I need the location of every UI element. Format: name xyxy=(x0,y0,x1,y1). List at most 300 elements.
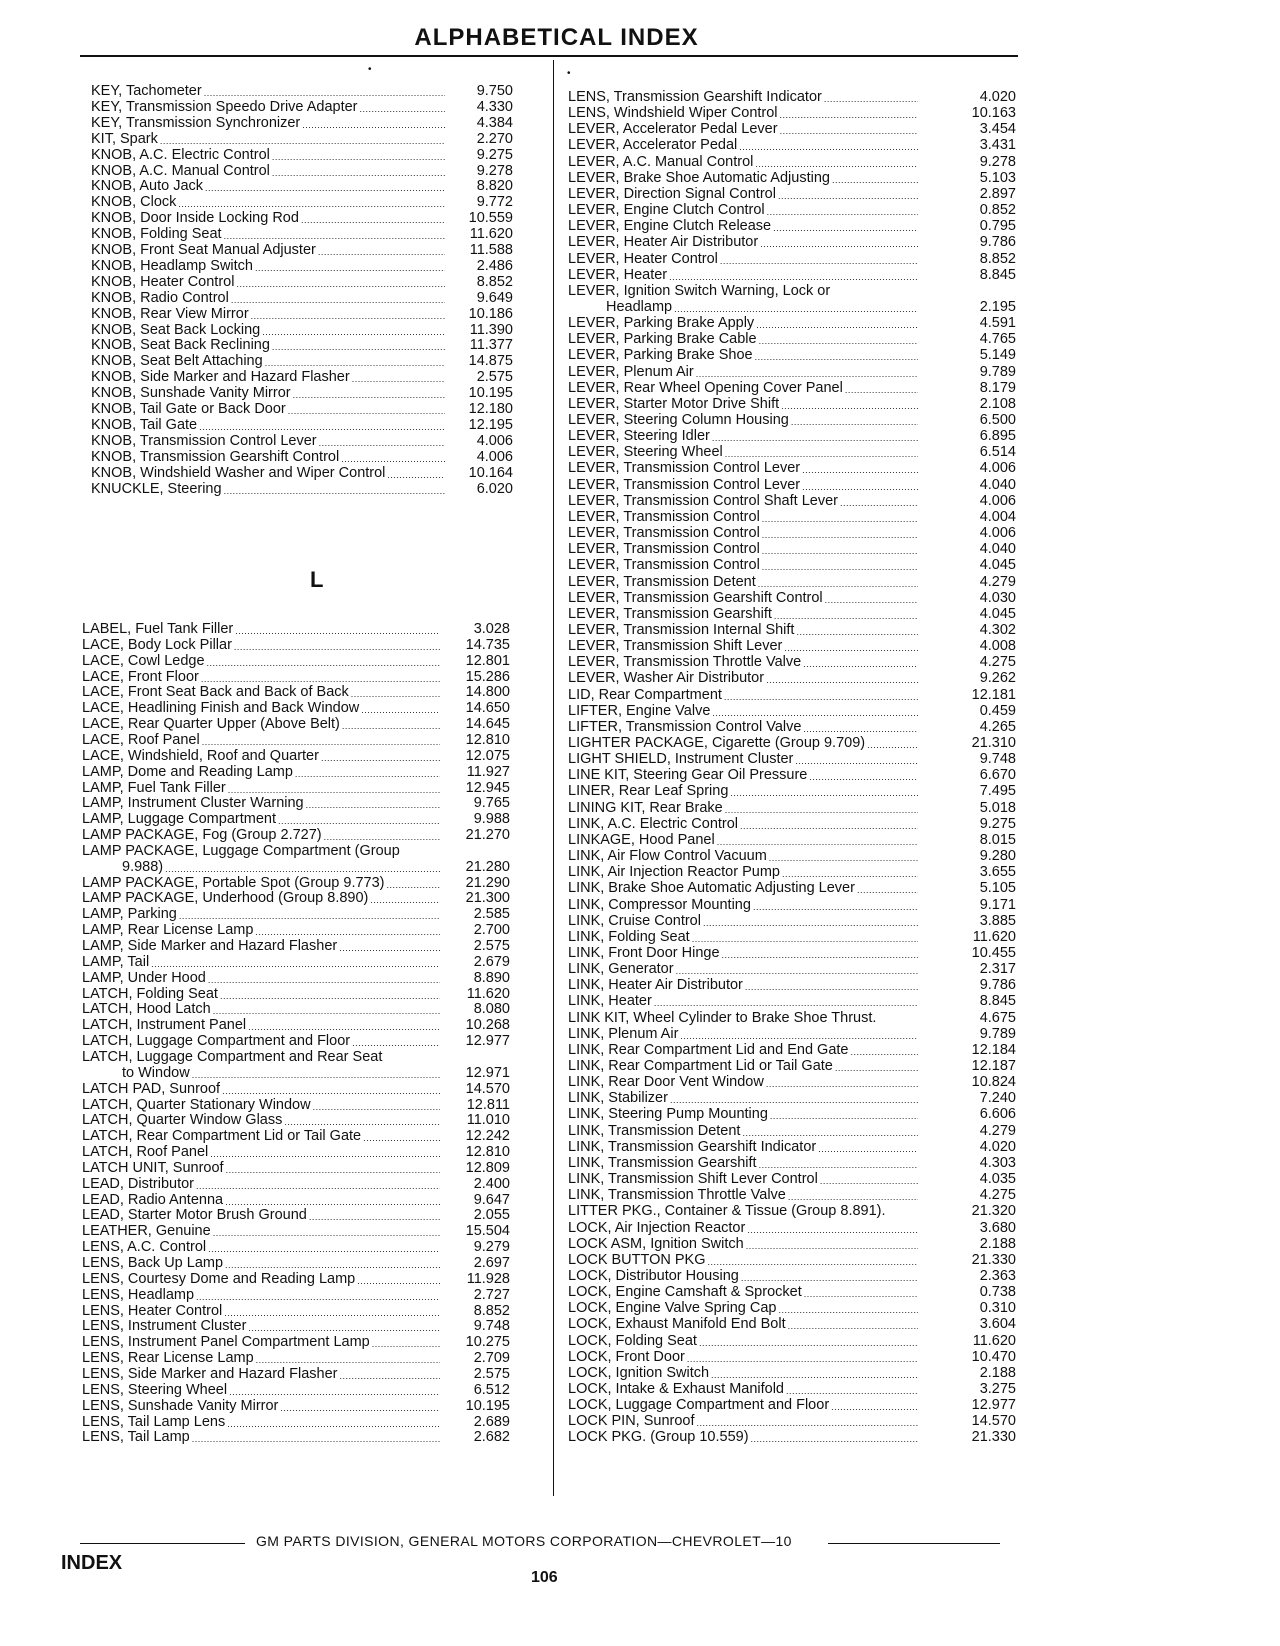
entry-page: 4.384 xyxy=(476,114,513,131)
entry-page: 3.431 xyxy=(979,137,1016,154)
entry-page: 2.697 xyxy=(473,1255,510,1271)
entry-label: LEVER, A.C. Manual Control xyxy=(568,153,754,170)
entry-label: LEVER, Engine Clutch Control xyxy=(568,202,765,219)
index-entry xyxy=(568,365,1016,381)
entry-page: 9.750 xyxy=(476,83,513,99)
index-entry xyxy=(91,179,513,195)
entry-page: 21.320 xyxy=(971,1203,1016,1220)
entry-label: LEVER, Transmission Internal Shift xyxy=(568,621,795,638)
entry-label: LATCH, Roof Panel xyxy=(82,1144,209,1161)
entry-page: 4.004 xyxy=(979,508,1016,525)
index-entry xyxy=(82,1098,510,1114)
entry-label: KNOB, Seat Back Locking xyxy=(91,321,261,338)
entry-page: 7.495 xyxy=(979,783,1016,800)
index-entry xyxy=(82,796,510,812)
entry-label: LATCH UNIT, Sunroof xyxy=(82,1159,224,1176)
index-entry xyxy=(568,575,1016,591)
index-entry xyxy=(568,203,1016,219)
entry-label: KNOB, Headlamp Switch xyxy=(91,257,253,274)
entry-label: LOCK PIN, Sunroof xyxy=(568,1413,695,1430)
footer-rule-left xyxy=(80,1543,245,1544)
entry-label: LOCK, Luggage Compartment and Floor xyxy=(568,1397,830,1414)
entry-label: KEY, Tachometer xyxy=(91,83,202,99)
leader-dots xyxy=(720,253,918,269)
leader-dots xyxy=(767,204,918,220)
leader-dots xyxy=(857,882,918,898)
entry-page: 0.738 xyxy=(979,1284,1016,1301)
entry-label: LIFTER, Transmission Control Valve xyxy=(568,718,802,735)
header-rule xyxy=(80,55,1018,57)
entry-label: KNOB, A.C. Manual Control xyxy=(91,162,270,179)
entry-label-continued: Headlamp xyxy=(606,298,673,315)
leader-dots xyxy=(703,915,918,931)
index-entry xyxy=(568,1382,1016,1398)
leader-dots xyxy=(779,1302,919,1318)
leader-dots xyxy=(784,640,918,656)
index-entry xyxy=(568,849,1016,865)
index-entry xyxy=(568,978,1016,994)
entry-label: LEVER, Transmission Control xyxy=(568,508,760,525)
entry-page: 14.570 xyxy=(971,1413,1016,1430)
index-entry xyxy=(82,891,510,907)
leader-dots xyxy=(387,877,440,893)
entry-label: LEVER, Transmission Control Shaft Lever xyxy=(568,492,838,509)
index-entry xyxy=(568,1124,1016,1140)
entry-label: LEVER, Transmission Control Lever xyxy=(568,460,801,477)
entry-label: LEAD, Distributor xyxy=(82,1175,195,1192)
entry-page: 21.270 xyxy=(465,827,510,844)
entry-label: LACE, Roof Panel xyxy=(82,731,200,748)
index-entry xyxy=(568,252,1016,268)
entry-label: LINK, Steering Pump Mounting xyxy=(568,1106,768,1123)
entry-label: LAMP, Under Hood xyxy=(82,969,206,986)
index-entry xyxy=(82,1050,510,1082)
entry-label: LAMP, Parking xyxy=(82,906,177,923)
entry-page: 10.559 xyxy=(468,210,513,227)
entry-page: 6.500 xyxy=(979,412,1016,428)
index-entry xyxy=(82,1367,510,1383)
entry-page: 15.286 xyxy=(465,668,510,685)
footer-section: INDEX xyxy=(61,1552,123,1574)
entry-label: LIFTER, Engine Valve xyxy=(568,702,711,719)
entry-page: 12.971 xyxy=(465,1064,510,1081)
leader-dots xyxy=(831,1399,918,1415)
entry-label: KNOB, Seat Belt Attaching xyxy=(91,353,263,370)
entry-label: LEVER, Plenum Air xyxy=(568,363,694,380)
index-entry xyxy=(82,1383,510,1399)
entry-page: 4.265 xyxy=(979,718,1016,735)
entry-page: 4.279 xyxy=(979,573,1016,590)
entry-label: LEVER, Ignition Switch Warning, Lock or xyxy=(568,282,831,299)
index-entry xyxy=(91,434,513,450)
entry-page: 4.591 xyxy=(979,315,1016,332)
entry-label: LOCK, Folding Seat xyxy=(568,1332,697,1349)
entry-page: 14.800 xyxy=(465,684,510,701)
entry-page: 3.275 xyxy=(979,1381,1016,1397)
entry-label: KNOB, Side Marker and Hazard Flasher xyxy=(91,369,350,386)
index-entry xyxy=(82,765,510,781)
entry-label: LINK, Transmission Gearshift Indicator xyxy=(568,1138,817,1155)
index-entry xyxy=(568,1043,1016,1059)
leader-dots xyxy=(280,1400,440,1416)
entry-page: 4.279 xyxy=(979,1122,1016,1139)
entry-label: LINK, Plenum Air xyxy=(568,1025,679,1042)
index-entry xyxy=(568,1430,1016,1446)
index-entry xyxy=(82,907,510,923)
entry-page: 11.620 xyxy=(466,985,510,1002)
entry-label: LINK KIT, Wheel Cylinder to Brake Shoe Thrust. xyxy=(568,1009,877,1026)
leader-dots xyxy=(762,559,918,575)
entry-label: LINK, Air Injection Reactor Pump xyxy=(568,864,780,881)
leader-dots xyxy=(224,483,445,499)
entry-label: LEAD, Starter Motor Brush Ground xyxy=(82,1207,307,1224)
entry-page: 5.105 xyxy=(979,880,1016,897)
leader-dots xyxy=(213,1225,440,1241)
entry-page: 12.242 xyxy=(465,1128,510,1145)
entry-page: 9.647 xyxy=(473,1191,510,1208)
entry-label: KNOB, Clock xyxy=(91,194,177,211)
entry-label: LAMP, Instrument Cluster Warning xyxy=(82,795,304,812)
index-entry xyxy=(91,275,513,291)
entry-page: 11.620 xyxy=(972,1332,1016,1349)
leader-dots xyxy=(208,972,440,988)
entry-label: LINK, Cruise Control xyxy=(568,912,701,929)
entry-page: 3.885 xyxy=(979,912,1016,929)
leader-dots xyxy=(226,1162,440,1178)
entry-page: 9.789 xyxy=(979,363,1016,380)
entry-label: LENS, Windshield Wiper Control xyxy=(568,105,778,122)
entry-page: 11.010 xyxy=(466,1112,510,1129)
entry-page: 3.680 xyxy=(979,1219,1016,1236)
entry-page: 8.179 xyxy=(979,379,1016,396)
entry-page: 9.275 xyxy=(476,146,513,163)
entry-page: 2.700 xyxy=(473,922,510,939)
entry-page: 4.330 xyxy=(476,98,513,115)
entry-label: KNOB, Folding Seat xyxy=(91,226,222,243)
index-entry xyxy=(82,781,510,797)
leader-dots xyxy=(699,1335,918,1351)
entry-page: 11.620 xyxy=(469,226,513,243)
leader-dots xyxy=(210,1146,440,1162)
leader-dots xyxy=(788,1318,918,1334)
entry-label: LOCK BUTTON PKG xyxy=(568,1251,706,1268)
entry-page: 8.890 xyxy=(473,969,510,986)
index-entry xyxy=(568,1091,1016,1107)
entry-label: LACE, Cowl Ledge xyxy=(82,652,205,669)
entry-label: LINING KIT, Rear Brake xyxy=(568,799,723,816)
entry-page: 6.020 xyxy=(476,480,513,497)
index-entry xyxy=(82,1240,510,1256)
index-entry xyxy=(91,386,513,402)
entry-label: LINK, Air Flow Control Vacuum xyxy=(568,848,767,865)
index-entry xyxy=(91,338,513,354)
entry-label: LATCH, Rear Compartment Lid or Tail Gate xyxy=(82,1128,362,1145)
index-entry xyxy=(568,1398,1016,1414)
entry-label: LEVER, Heater Air Distributor xyxy=(568,234,759,251)
entry-label: KNOB, Tail Gate xyxy=(91,416,198,433)
leader-dots xyxy=(387,467,445,483)
entry-label: LEVER, Transmission Shift Lever xyxy=(568,638,783,655)
entry-page: 21.310 xyxy=(971,735,1016,751)
entry-page: 21.330 xyxy=(971,1429,1016,1446)
entry-label: LAMP, Luggage Compartment xyxy=(82,811,276,828)
index-entry xyxy=(568,1107,1016,1123)
entry-label: LENS, Side Marker and Hazard Flasher xyxy=(82,1365,338,1382)
entry-page: 2.195 xyxy=(979,298,1016,315)
entry-page: 10.195 xyxy=(468,385,513,402)
entry-label: KNOB, Seat Back Reclining xyxy=(91,337,270,354)
entry-label: LENS, Steering Wheel xyxy=(82,1381,228,1398)
entry-label: LOCK, Front Door xyxy=(568,1348,685,1365)
entry-page: 6.895 xyxy=(979,428,1016,445)
entry-page: 4.030 xyxy=(979,589,1016,606)
entry-page: 12.977 xyxy=(465,1033,510,1050)
entry-page: 4.040 xyxy=(979,476,1016,493)
leader-dots xyxy=(687,1351,918,1367)
entry-label: LAMP, Fuel Tank Filler xyxy=(82,779,226,796)
entry-page: 11.390 xyxy=(469,321,513,338)
entry-label: LATCH, Luggage Compartment and Rear Seat xyxy=(82,1048,383,1065)
entry-page: 9.772 xyxy=(476,194,513,211)
entry-page: 10.186 xyxy=(468,305,513,322)
entry-label: LINK, Heater Air Distributor xyxy=(568,977,743,994)
entry-page: 4.008 xyxy=(979,638,1016,655)
entry-label: LEVER, Starter Motor Drive Shift xyxy=(568,395,780,412)
entry-page: 2.363 xyxy=(979,1267,1016,1284)
entry-page: 12.187 xyxy=(971,1058,1016,1074)
entry-page: 4.275 xyxy=(979,1187,1016,1204)
index-entry xyxy=(568,607,1016,623)
leader-dots xyxy=(192,1067,440,1083)
index-entry xyxy=(568,1221,1016,1237)
entry-page: 8.845 xyxy=(979,266,1016,283)
entry-page: 11.927 xyxy=(466,763,510,780)
entry-label: LAMP, Dome and Reading Lamp xyxy=(82,763,293,780)
entry-label: LAMP PACKAGE, Portable Spot (Group 9.773) xyxy=(82,874,385,891)
entry-page: 4.765 xyxy=(979,331,1016,348)
leader-dots xyxy=(306,797,440,813)
index-entry xyxy=(568,1334,1016,1350)
index-entry xyxy=(91,100,513,116)
entry-label: LEVER, Accelerator Pedal xyxy=(568,137,738,154)
leader-dots xyxy=(755,349,918,365)
leader-dots xyxy=(747,1222,918,1238)
index-entry xyxy=(568,235,1016,251)
entry-label: LEVER, Heater xyxy=(568,266,668,283)
entry-page: 21.280 xyxy=(465,858,510,875)
index-entry xyxy=(91,84,513,100)
entry-page: 4.006 xyxy=(476,448,513,465)
index-entry xyxy=(568,316,1016,332)
entry-label: LEVER, Steering Idler xyxy=(568,428,710,445)
leader-dots xyxy=(835,1060,918,1076)
entry-page: 3.655 xyxy=(979,864,1016,881)
entry-page: 4.040 xyxy=(979,541,1016,558)
leader-dots xyxy=(795,753,918,769)
leader-dots xyxy=(692,931,918,947)
leader-dots xyxy=(825,592,918,608)
entry-page: 2.270 xyxy=(476,130,513,147)
leader-dots xyxy=(770,1108,918,1124)
column-divider xyxy=(553,60,554,1496)
entry-label: KNOB, Sunshade Vanity Mirror xyxy=(91,385,291,402)
index-entry xyxy=(568,817,1016,833)
entry-page: 4.006 xyxy=(476,432,513,449)
leader-dots xyxy=(809,769,918,785)
leader-dots xyxy=(850,1044,918,1060)
entry-page: 9.789 xyxy=(979,1025,1016,1042)
entry-label: LOCK, Ignition Switch xyxy=(568,1364,710,1381)
index-entry xyxy=(568,510,1016,526)
entry-label: LEVER, Accelerator Pedal Lever xyxy=(568,121,778,138)
index-entry xyxy=(568,1027,1016,1043)
index-entry xyxy=(91,259,513,275)
index-entry xyxy=(568,155,1016,171)
index-entry xyxy=(82,1430,510,1446)
index-entry xyxy=(568,704,1016,720)
entry-page: 11.588 xyxy=(469,242,513,258)
entry-page: 5.103 xyxy=(979,169,1016,186)
index-entry xyxy=(568,1075,1016,1091)
entry-page: 2.709 xyxy=(473,1350,510,1367)
index-entry xyxy=(568,1317,1016,1333)
entry-page: 2.188 xyxy=(979,1364,1016,1381)
footer-rule-right xyxy=(828,1543,1000,1544)
index-entry xyxy=(91,211,513,227)
entry-page: 9.278 xyxy=(476,162,513,179)
entry-page: 9.786 xyxy=(979,234,1016,251)
index-entry xyxy=(82,987,510,1003)
index-entry xyxy=(82,622,510,638)
entry-label: LOCK, Distributor Housing xyxy=(568,1267,739,1284)
entry-label: LATCH, Instrument Panel xyxy=(82,1017,247,1034)
entry-label: LINK, Transmission Throttle Valve xyxy=(568,1187,786,1204)
entry-page: 2.575 xyxy=(476,369,513,386)
index-entry xyxy=(82,1319,510,1335)
entry-label: LEVER, Parking Brake Cable xyxy=(568,331,757,348)
entry-label: LEVER, Parking Brake Shoe xyxy=(568,347,753,364)
entry-label: LENS, Tail Lamp Lens xyxy=(82,1413,226,1430)
entry-label: LAMP, Side Marker and Hazard Flasher xyxy=(82,938,338,954)
entry-label: KNOB, Auto Jack xyxy=(91,178,204,195)
leader-dots xyxy=(207,655,440,671)
index-entry xyxy=(91,148,513,164)
leader-dots xyxy=(867,737,918,753)
index-entry xyxy=(568,994,1016,1010)
index-entry xyxy=(568,752,1016,768)
index-entry xyxy=(82,733,510,749)
index-entry xyxy=(568,187,1016,203)
entry-label: LAMP PACKAGE, Luggage Compartment (Group xyxy=(82,842,400,859)
leader-dots xyxy=(769,850,918,866)
entry-page: 2.400 xyxy=(473,1175,510,1192)
leader-dots xyxy=(708,1254,918,1270)
entry-label: KNOB, Windshield Washer and Wiper Control xyxy=(91,464,386,481)
index-entry xyxy=(568,1414,1016,1430)
index-entry xyxy=(568,332,1016,348)
entry-label: LEVER, Steering Wheel xyxy=(568,444,723,461)
entry-label: LATCH, Hood Latch xyxy=(82,1001,211,1018)
index-entry xyxy=(82,1288,510,1304)
entry-label: KNOB, Front Seat Manual Adjuster xyxy=(91,242,316,258)
section-letter: L xyxy=(310,567,324,592)
index-entry xyxy=(91,195,513,211)
index-entry xyxy=(82,1177,510,1193)
entry-page: 9.988 xyxy=(473,811,510,828)
leader-dots xyxy=(762,543,918,559)
leader-dots xyxy=(213,1003,440,1019)
entry-page: 12.195 xyxy=(468,416,513,433)
index-entry xyxy=(91,116,513,132)
entry-label: LEVER, Transmission Control Lever xyxy=(568,476,801,493)
entry-label: LEVER, Transmission Control xyxy=(568,525,760,542)
index-entry xyxy=(82,1272,510,1288)
index-entry xyxy=(82,923,510,939)
index-entry xyxy=(568,720,1016,736)
index-entry xyxy=(82,685,510,701)
entry-page: 5.149 xyxy=(979,347,1016,364)
index-entry xyxy=(568,461,1016,477)
entry-page: 10.455 xyxy=(971,944,1016,961)
leader-dots xyxy=(756,317,918,333)
entry-label: LINK, Heater xyxy=(568,993,652,1010)
entry-page: 12.184 xyxy=(971,1041,1016,1058)
entry-label: LEVER, Transmission Gearshift Control xyxy=(568,589,823,606)
entry-page: 9.280 xyxy=(979,848,1016,865)
index-entry xyxy=(568,865,1016,881)
index-entry xyxy=(568,106,1016,122)
index-entry xyxy=(82,876,510,892)
entry-label: LIGHT SHIELD, Instrument Cluster xyxy=(568,751,794,768)
index-entry xyxy=(568,1237,1016,1253)
entry-label: KNOB, Rear View Mirror xyxy=(91,305,249,322)
leader-dots xyxy=(272,165,445,181)
entry-label: LOCK, Air Injection Reactor xyxy=(568,1219,746,1236)
leader-dots xyxy=(730,785,918,801)
leader-dots xyxy=(372,1336,440,1352)
index-entry xyxy=(82,1002,510,1018)
entry-page: 3.028 xyxy=(473,621,510,637)
index-entry xyxy=(568,930,1016,946)
entry-page: 9.275 xyxy=(979,815,1016,832)
entry-page: 2.108 xyxy=(979,395,1016,412)
index-entry xyxy=(568,1059,1016,1075)
leader-dots xyxy=(766,672,918,688)
index-entry xyxy=(568,1366,1016,1382)
leader-dots xyxy=(321,750,440,766)
entry-label: LINKAGE, Hood Panel xyxy=(568,831,715,848)
entry-page: 4.020 xyxy=(979,1138,1016,1155)
entry-label: LACE, Front Seat Back and Back of Back xyxy=(82,684,349,701)
leader-dots xyxy=(845,382,918,398)
entry-label: LAMP, Rear License Lamp xyxy=(82,922,254,939)
leader-dots xyxy=(196,1289,440,1305)
index-entry xyxy=(91,323,513,339)
entry-page: 2.727 xyxy=(473,1286,510,1303)
index-entry xyxy=(568,591,1016,607)
entry-page: 3.604 xyxy=(979,1316,1016,1333)
entry-page: 12.809 xyxy=(465,1159,510,1176)
entry-label: LINK, Front Door Hinge xyxy=(568,944,720,961)
leader-dots xyxy=(774,608,918,624)
entry-label: KEY, Transmission Synchronizer xyxy=(91,114,301,131)
index-entry xyxy=(568,268,1016,284)
index-entry xyxy=(82,1304,510,1320)
entry-page: 9.748 xyxy=(979,751,1016,768)
entry-label: LINK, Rear Door Vent Window xyxy=(568,1074,764,1091)
index-entry xyxy=(82,1256,510,1272)
entry-label: LACE, Windshield, Roof and Quarter xyxy=(82,747,319,764)
